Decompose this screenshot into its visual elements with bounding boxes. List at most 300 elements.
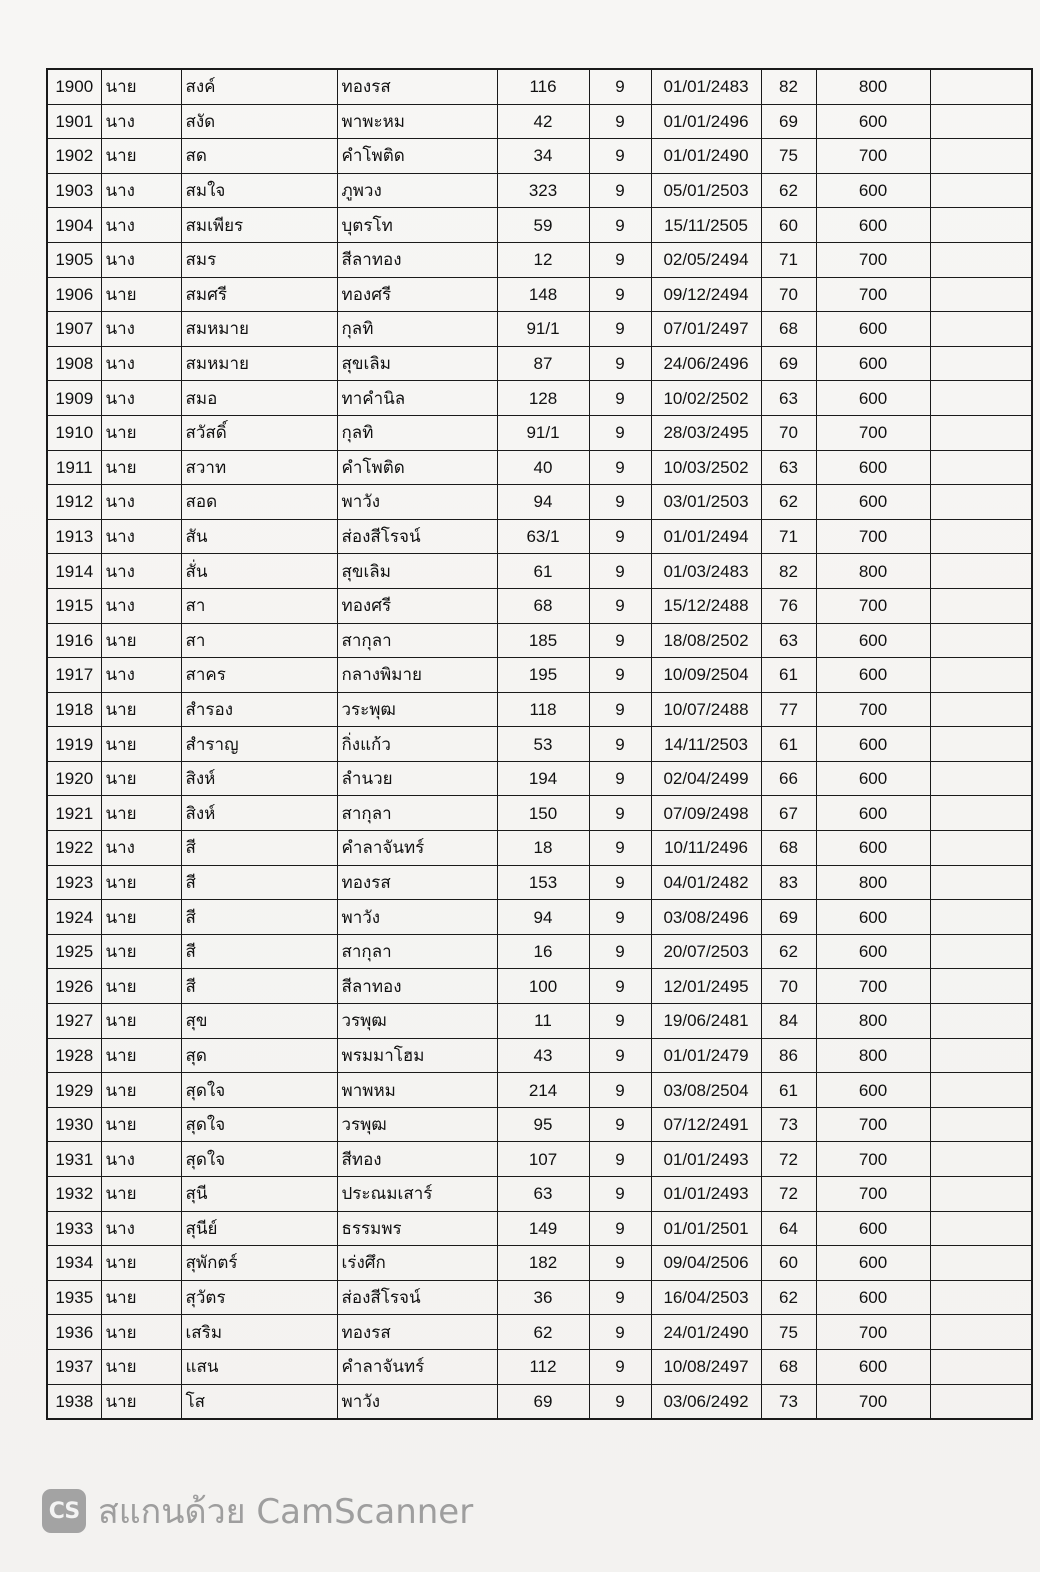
note-cell	[930, 727, 1032, 762]
title-cell: นาง	[101, 831, 181, 866]
title-cell: นาง	[101, 588, 181, 623]
village-number-cell: 9	[589, 865, 651, 900]
village-number-cell: 9	[589, 242, 651, 277]
first-name-cell: สวาท	[181, 450, 337, 485]
watermark-text: สแกนด้วย CamScanner	[98, 1492, 474, 1532]
village-number-cell: 9	[589, 139, 651, 174]
house-number-cell: 112	[497, 1349, 589, 1384]
note-cell	[930, 1004, 1032, 1039]
birth-date-cell: 10/08/2497	[651, 1349, 761, 1384]
table-row	[47, 173, 1032, 208]
village-number-cell: 9	[589, 796, 651, 831]
village-number-cell: 9	[589, 312, 651, 347]
row-number: 1929	[47, 1073, 101, 1108]
last-name-cell: คำลาจันทร์	[337, 1349, 497, 1384]
house-number-cell: 62	[497, 1315, 589, 1350]
note-cell	[930, 934, 1032, 969]
table-row	[47, 1315, 1032, 1350]
title-cell: นาง	[101, 1211, 181, 1246]
first-name-cell: สัน	[181, 519, 337, 554]
first-name-cell: สุข	[181, 1004, 337, 1039]
title-cell: นาง	[101, 1142, 181, 1177]
house-number-cell: 34	[497, 139, 589, 174]
age-cell: 63	[761, 623, 816, 658]
village-number-cell: 9	[589, 69, 651, 104]
row-number: 1919	[47, 727, 101, 762]
note-cell	[930, 381, 1032, 416]
last-name-cell: ภูพวง	[337, 173, 497, 208]
first-name-cell: สงค์	[181, 69, 337, 104]
house-number-cell: 59	[497, 208, 589, 243]
last-name-cell: ส่องสีโรจน์	[337, 519, 497, 554]
amount-cell: 600	[816, 208, 930, 243]
last-name-cell: พาพะหม	[337, 104, 497, 139]
birth-date-cell: 01/01/2496	[651, 104, 761, 139]
birth-date-cell: 02/04/2499	[651, 761, 761, 796]
first-name-cell: สาคร	[181, 658, 337, 693]
village-number-cell: 9	[589, 554, 651, 589]
amount-cell: 600	[816, 796, 930, 831]
birth-date-cell: 12/01/2495	[651, 969, 761, 1004]
house-number-cell: 42	[497, 104, 589, 139]
last-name-cell: สากุลา	[337, 623, 497, 658]
note-cell	[930, 1315, 1032, 1350]
birth-date-cell: 09/12/2494	[651, 277, 761, 312]
title-cell: นาย	[101, 900, 181, 935]
row-number: 1902	[47, 139, 101, 174]
table-row	[47, 485, 1032, 520]
note-cell	[930, 485, 1032, 520]
age-cell: 61	[761, 1073, 816, 1108]
note-cell	[930, 658, 1032, 693]
birth-date-cell: 07/09/2498	[651, 796, 761, 831]
table-row	[47, 1280, 1032, 1315]
village-number-cell: 9	[589, 588, 651, 623]
first-name-cell: สมใจ	[181, 173, 337, 208]
village-number-cell: 9	[589, 346, 651, 381]
age-cell: 84	[761, 1004, 816, 1039]
first-name-cell: สำรอง	[181, 692, 337, 727]
village-number-cell: 9	[589, 1280, 651, 1315]
age-cell: 69	[761, 346, 816, 381]
amount-cell: 600	[816, 450, 930, 485]
amount-cell: 700	[816, 139, 930, 174]
title-cell: นาย	[101, 934, 181, 969]
house-number-cell: 91/1	[497, 415, 589, 450]
row-number: 1916	[47, 623, 101, 658]
age-cell: 82	[761, 69, 816, 104]
note-cell	[930, 1246, 1032, 1281]
row-number: 1931	[47, 1142, 101, 1177]
amount-cell: 600	[816, 346, 930, 381]
note-cell	[930, 796, 1032, 831]
table-row	[47, 381, 1032, 416]
note-cell	[930, 900, 1032, 935]
birth-date-cell: 15/12/2488	[651, 588, 761, 623]
birth-date-cell: 01/01/2479	[651, 1038, 761, 1073]
title-cell: นาย	[101, 139, 181, 174]
house-number-cell: 214	[497, 1073, 589, 1108]
village-number-cell: 9	[589, 1246, 651, 1281]
birth-date-cell: 01/03/2483	[651, 554, 761, 589]
birth-date-cell: 04/01/2482	[651, 865, 761, 900]
house-number-cell: 194	[497, 761, 589, 796]
age-cell: 77	[761, 692, 816, 727]
row-number: 1928	[47, 1038, 101, 1073]
title-cell: นาง	[101, 312, 181, 347]
note-cell	[930, 1073, 1032, 1108]
table-row	[47, 242, 1032, 277]
title-cell: นาง	[101, 519, 181, 554]
note-cell	[930, 242, 1032, 277]
note-cell	[930, 346, 1032, 381]
table-row	[47, 865, 1032, 900]
birth-date-cell: 16/04/2503	[651, 1280, 761, 1315]
age-cell: 62	[761, 1280, 816, 1315]
table-row	[47, 796, 1032, 831]
title-cell: นาง	[101, 485, 181, 520]
village-number-cell: 9	[589, 658, 651, 693]
note-cell	[930, 450, 1032, 485]
age-cell: 83	[761, 865, 816, 900]
first-name-cell: สุด	[181, 1038, 337, 1073]
age-cell: 60	[761, 208, 816, 243]
village-number-cell: 9	[589, 1177, 651, 1212]
house-number-cell: 91/1	[497, 312, 589, 347]
house-number-cell: 69	[497, 1384, 589, 1419]
last-name-cell: ธรรมพร	[337, 1211, 497, 1246]
birth-date-cell: 03/01/2503	[651, 485, 761, 520]
village-number-cell: 9	[589, 415, 651, 450]
last-name-cell: วรพุฒ	[337, 1004, 497, 1039]
amount-cell: 600	[816, 312, 930, 347]
title-cell: นาย	[101, 69, 181, 104]
note-cell	[930, 139, 1032, 174]
age-cell: 63	[761, 450, 816, 485]
last-name-cell: ลำนวย	[337, 761, 497, 796]
amount-cell: 700	[816, 1107, 930, 1142]
table-row	[47, 277, 1032, 312]
village-number-cell: 9	[589, 831, 651, 866]
amount-cell: 700	[816, 415, 930, 450]
amount-cell: 600	[816, 934, 930, 969]
last-name-cell: กิ่งแก้ว	[337, 727, 497, 762]
note-cell	[930, 277, 1032, 312]
note-cell	[930, 554, 1032, 589]
birth-date-cell: 18/08/2502	[651, 623, 761, 658]
note-cell	[930, 1142, 1032, 1177]
note-cell	[930, 104, 1032, 139]
note-cell	[930, 831, 1032, 866]
row-number: 1925	[47, 934, 101, 969]
first-name-cell: สี	[181, 865, 337, 900]
title-cell: นาง	[101, 658, 181, 693]
row-number: 1911	[47, 450, 101, 485]
village-number-cell: 9	[589, 450, 651, 485]
note-cell	[930, 623, 1032, 658]
last-name-cell: พาพหม	[337, 1073, 497, 1108]
last-name-cell: กลางพิมาย	[337, 658, 497, 693]
age-cell: 70	[761, 277, 816, 312]
first-name-cell: สมร	[181, 242, 337, 277]
birth-date-cell: 07/12/2491	[651, 1107, 761, 1142]
row-number: 1922	[47, 831, 101, 866]
table-row	[47, 1177, 1032, 1212]
birth-date-cell: 20/07/2503	[651, 934, 761, 969]
first-name-cell: สำราญ	[181, 727, 337, 762]
title-cell: นาย	[101, 1315, 181, 1350]
age-cell: 64	[761, 1211, 816, 1246]
camscanner-logo: CS	[42, 1489, 86, 1533]
birth-date-cell: 10/02/2502	[651, 381, 761, 416]
amount-cell: 600	[816, 104, 930, 139]
amount-cell: 800	[816, 1038, 930, 1073]
last-name-cell: ทองศรี	[337, 588, 497, 623]
first-name-cell: สี	[181, 831, 337, 866]
house-number-cell: 116	[497, 69, 589, 104]
amount-cell: 700	[816, 1384, 930, 1419]
first-name-cell: สี	[181, 934, 337, 969]
last-name-cell: สุขเลิม	[337, 346, 497, 381]
age-cell: 60	[761, 1246, 816, 1281]
row-number: 1900	[47, 69, 101, 104]
table-row	[47, 623, 1032, 658]
last-name-cell: ทองรส	[337, 69, 497, 104]
last-name-cell: สีลาทอง	[337, 242, 497, 277]
first-name-cell: สี	[181, 969, 337, 1004]
birth-date-cell: 01/01/2493	[651, 1177, 761, 1212]
house-number-cell: 153	[497, 865, 589, 900]
first-name-cell: สิงห์	[181, 761, 337, 796]
last-name-cell: ทาคำนิล	[337, 381, 497, 416]
birth-date-cell: 24/01/2490	[651, 1315, 761, 1350]
house-number-cell: 95	[497, 1107, 589, 1142]
note-cell	[930, 761, 1032, 796]
table-row	[47, 69, 1032, 104]
row-number: 1938	[47, 1384, 101, 1419]
last-name-cell: พรมมาโฮม	[337, 1038, 497, 1073]
house-number-cell: 107	[497, 1142, 589, 1177]
first-name-cell: สุดใจ	[181, 1142, 337, 1177]
age-cell: 70	[761, 969, 816, 1004]
first-name-cell: เสริม	[181, 1315, 337, 1350]
last-name-cell: ประณมเสาร์	[337, 1177, 497, 1212]
last-name-cell: ทองรส	[337, 1315, 497, 1350]
table-row	[47, 208, 1032, 243]
title-cell: นาย	[101, 761, 181, 796]
first-name-cell: สุพักตร์	[181, 1246, 337, 1281]
age-cell: 71	[761, 242, 816, 277]
first-name-cell: สอด	[181, 485, 337, 520]
table-row	[47, 692, 1032, 727]
house-number-cell: 63	[497, 1177, 589, 1212]
birth-date-cell: 03/06/2492	[651, 1384, 761, 1419]
first-name-cell: สมศรี	[181, 277, 337, 312]
birth-date-cell: 05/01/2503	[651, 173, 761, 208]
amount-cell: 700	[816, 1142, 930, 1177]
first-name-cell: สมหมาย	[181, 312, 337, 347]
village-number-cell: 9	[589, 173, 651, 208]
amount-cell: 600	[816, 727, 930, 762]
house-number-cell: 43	[497, 1038, 589, 1073]
birth-date-cell: 07/01/2497	[651, 312, 761, 347]
title-cell: นาย	[101, 969, 181, 1004]
age-cell: 68	[761, 1349, 816, 1384]
title-cell: นาย	[101, 450, 181, 485]
age-cell: 76	[761, 588, 816, 623]
first-name-cell: สมเพียร	[181, 208, 337, 243]
amount-cell: 600	[816, 658, 930, 693]
village-number-cell: 9	[589, 277, 651, 312]
title-cell: นาย	[101, 1384, 181, 1419]
age-cell: 67	[761, 796, 816, 831]
title-cell: นาง	[101, 208, 181, 243]
amount-cell: 600	[816, 831, 930, 866]
table-row	[47, 1142, 1032, 1177]
village-number-cell: 9	[589, 1384, 651, 1419]
title-cell: นาย	[101, 727, 181, 762]
last-name-cell: กุลทิ	[337, 415, 497, 450]
row-number: 1923	[47, 865, 101, 900]
age-cell: 69	[761, 900, 816, 935]
village-number-cell: 9	[589, 623, 651, 658]
row-number: 1901	[47, 104, 101, 139]
birth-date-cell: 03/08/2496	[651, 900, 761, 935]
house-number-cell: 182	[497, 1246, 589, 1281]
age-cell: 72	[761, 1142, 816, 1177]
birth-date-cell: 02/05/2494	[651, 242, 761, 277]
table-row	[47, 831, 1032, 866]
note-cell	[930, 1349, 1032, 1384]
row-number: 1904	[47, 208, 101, 243]
title-cell: นาย	[101, 1177, 181, 1212]
note-cell	[930, 415, 1032, 450]
village-number-cell: 9	[589, 761, 651, 796]
village-number-cell: 9	[589, 1142, 651, 1177]
first-name-cell: สมหมาย	[181, 346, 337, 381]
note-cell	[930, 173, 1032, 208]
village-number-cell: 9	[589, 900, 651, 935]
title-cell: นาง	[101, 173, 181, 208]
first-name-cell: แสน	[181, 1349, 337, 1384]
title-cell: นาย	[101, 1246, 181, 1281]
house-number-cell: 323	[497, 173, 589, 208]
first-name-cell: สงัด	[181, 104, 337, 139]
first-name-cell: สมอ	[181, 381, 337, 416]
note-cell	[930, 312, 1032, 347]
table-row	[47, 312, 1032, 347]
house-number-cell: 149	[497, 1211, 589, 1246]
house-number-cell: 18	[497, 831, 589, 866]
age-cell: 70	[761, 415, 816, 450]
table-row	[47, 1246, 1032, 1281]
row-number: 1936	[47, 1315, 101, 1350]
last-name-cell: กุลทิ	[337, 312, 497, 347]
row-number: 1910	[47, 415, 101, 450]
house-number-cell: 68	[497, 588, 589, 623]
house-number-cell: 16	[497, 934, 589, 969]
amount-cell: 700	[816, 969, 930, 1004]
amount-cell: 700	[816, 1315, 930, 1350]
title-cell: นาย	[101, 277, 181, 312]
birth-date-cell: 15/11/2505	[651, 208, 761, 243]
house-number-cell: 40	[497, 450, 589, 485]
note-cell	[930, 1384, 1032, 1419]
last-name-cell: พาวัง	[337, 900, 497, 935]
first-name-cell: สุดใจ	[181, 1107, 337, 1142]
age-cell: 68	[761, 312, 816, 347]
title-cell: นาย	[101, 415, 181, 450]
village-number-cell: 9	[589, 1315, 651, 1350]
last-name-cell: คำโพติด	[337, 139, 497, 174]
table-row	[47, 1038, 1032, 1073]
amount-cell: 600	[816, 381, 930, 416]
birth-date-cell: 01/01/2483	[651, 69, 761, 104]
row-number: 1926	[47, 969, 101, 1004]
note-cell	[930, 1038, 1032, 1073]
birth-date-cell: 24/06/2496	[651, 346, 761, 381]
house-number-cell: 128	[497, 381, 589, 416]
row-number: 1935	[47, 1280, 101, 1315]
row-number: 1909	[47, 381, 101, 416]
table-row	[47, 1349, 1032, 1384]
age-cell: 73	[761, 1107, 816, 1142]
last-name-cell: วระพุฒ	[337, 692, 497, 727]
note-cell	[930, 1107, 1032, 1142]
first-name-cell: สา	[181, 588, 337, 623]
amount-cell: 700	[816, 242, 930, 277]
village-number-cell: 9	[589, 1038, 651, 1073]
row-number: 1924	[47, 900, 101, 935]
birth-date-cell: 10/03/2502	[651, 450, 761, 485]
amount-cell: 600	[816, 485, 930, 520]
birth-date-cell: 28/03/2495	[651, 415, 761, 450]
house-number-cell: 118	[497, 692, 589, 727]
birth-date-cell: 10/11/2496	[651, 831, 761, 866]
last-name-cell: สีทอง	[337, 1142, 497, 1177]
amount-cell: 700	[816, 277, 930, 312]
last-name-cell: สากุลา	[337, 796, 497, 831]
amount-cell: 800	[816, 69, 930, 104]
row-number: 1906	[47, 277, 101, 312]
table-row	[47, 1384, 1032, 1419]
title-cell: นาง	[101, 554, 181, 589]
row-number: 1913	[47, 519, 101, 554]
age-cell: 69	[761, 104, 816, 139]
row-number: 1907	[47, 312, 101, 347]
house-number-cell: 36	[497, 1280, 589, 1315]
title-cell: นาง	[101, 104, 181, 139]
village-number-cell: 9	[589, 519, 651, 554]
title-cell: นาย	[101, 1038, 181, 1073]
title-cell: นาย	[101, 1073, 181, 1108]
first-name-cell: โส	[181, 1384, 337, 1419]
amount-cell: 600	[816, 1211, 930, 1246]
title-cell: นาย	[101, 1280, 181, 1315]
title-cell: นาง	[101, 381, 181, 416]
age-cell: 62	[761, 934, 816, 969]
note-cell	[930, 1280, 1032, 1315]
note-cell	[930, 208, 1032, 243]
house-number-cell: 63/1	[497, 519, 589, 554]
birth-date-cell: 19/06/2481	[651, 1004, 761, 1039]
first-name-cell: สุนีย์	[181, 1211, 337, 1246]
amount-cell: 600	[816, 1073, 930, 1108]
last-name-cell: ส่องสีโรจน์	[337, 1280, 497, 1315]
table-row	[47, 1004, 1032, 1039]
first-name-cell: สิงห์	[181, 796, 337, 831]
village-number-cell: 9	[589, 208, 651, 243]
